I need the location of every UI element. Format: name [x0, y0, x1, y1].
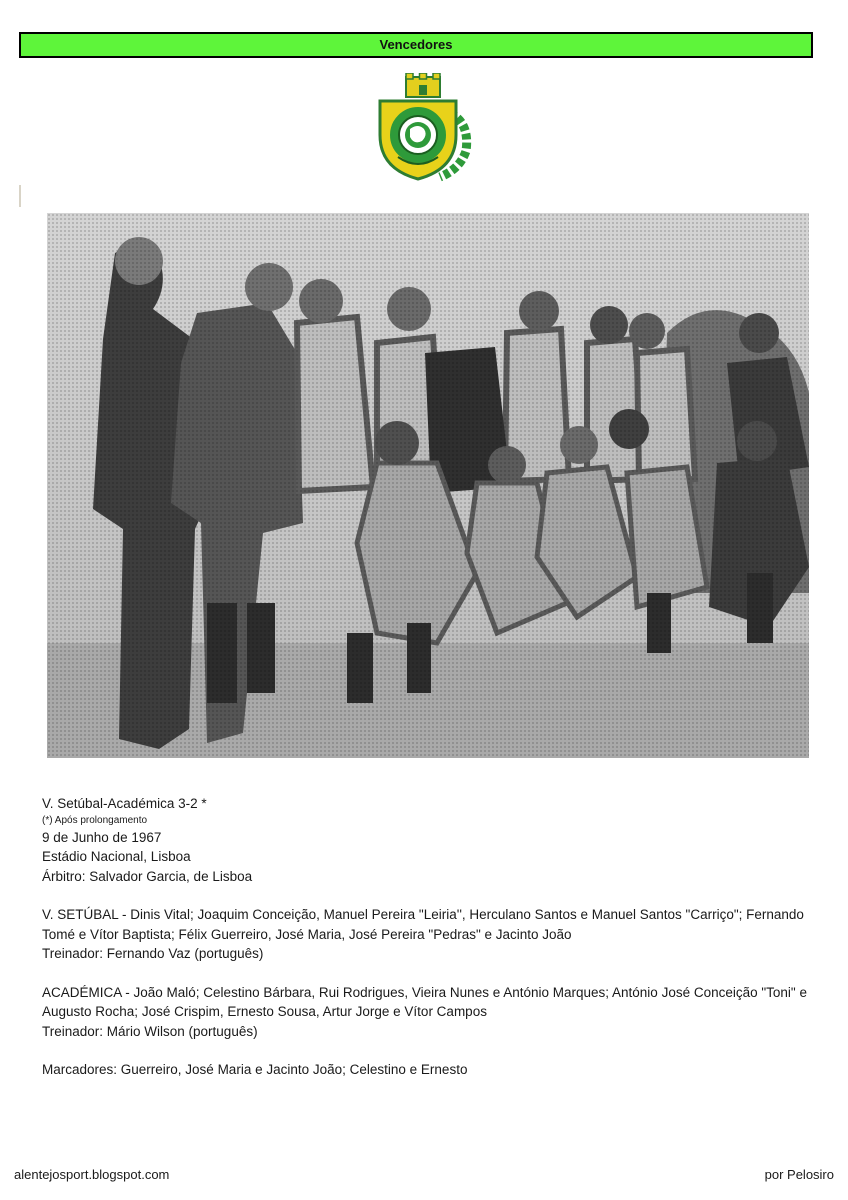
- academica-coach: Treinador: Mário Wilson (português): [42, 1023, 258, 1039]
- team-photo: [47, 213, 809, 758]
- banner-title: Vencedores: [379, 37, 453, 52]
- scorers: Marcadores: Guerreiro, José Maria e Jacinto João; Celestino e Ernesto: [42, 1062, 468, 1077]
- match-date: 9 de Junho de 1967: [42, 829, 162, 845]
- match-score: V. Setúbal-Académica 3-2 *: [42, 796, 207, 811]
- setubal-coach: Treinador: Fernando Vaz (português): [42, 946, 264, 961]
- match-details: [42, 794, 822, 1080]
- setubal-lineup: V. SETÚBAL - Dinis Vital; Joaquim Conceição, Manuel Pereira "Leiria'', Herculano Santos e Manuel Santos "Carriço"; Fernando Tomé e Vítor Baptista; Félix Guerreiro, José Maria, José Pereira "Pedras" e Jacinto João: [42, 907, 804, 942]
- match-note: (*) Após prolongamento: [42, 814, 148, 826]
- margin-mark: [19, 185, 21, 207]
- club-crest: [368, 73, 478, 183]
- footer-author: por Pelosiro: [764, 1167, 834, 1182]
- match-referee: Árbitro: Salvador Garcia, de Lisboa: [42, 868, 253, 884]
- match-venue: Estádio Nacional, Lisboa: [42, 849, 191, 864]
- title-banner: [19, 32, 813, 58]
- academica-lineup: ACADÉMICA - João Maló; Celestino Bárbara, Rui Rodrigues, Vieira Nunes e António Marques; António José Conceição "Toni" e Augusto Rocha; José Crispim, Ernesto Sousa, Artur Jorge e Vítor Campos: [42, 984, 807, 1019]
- footer-site: alentejosport.blogspot.com: [14, 1167, 170, 1182]
